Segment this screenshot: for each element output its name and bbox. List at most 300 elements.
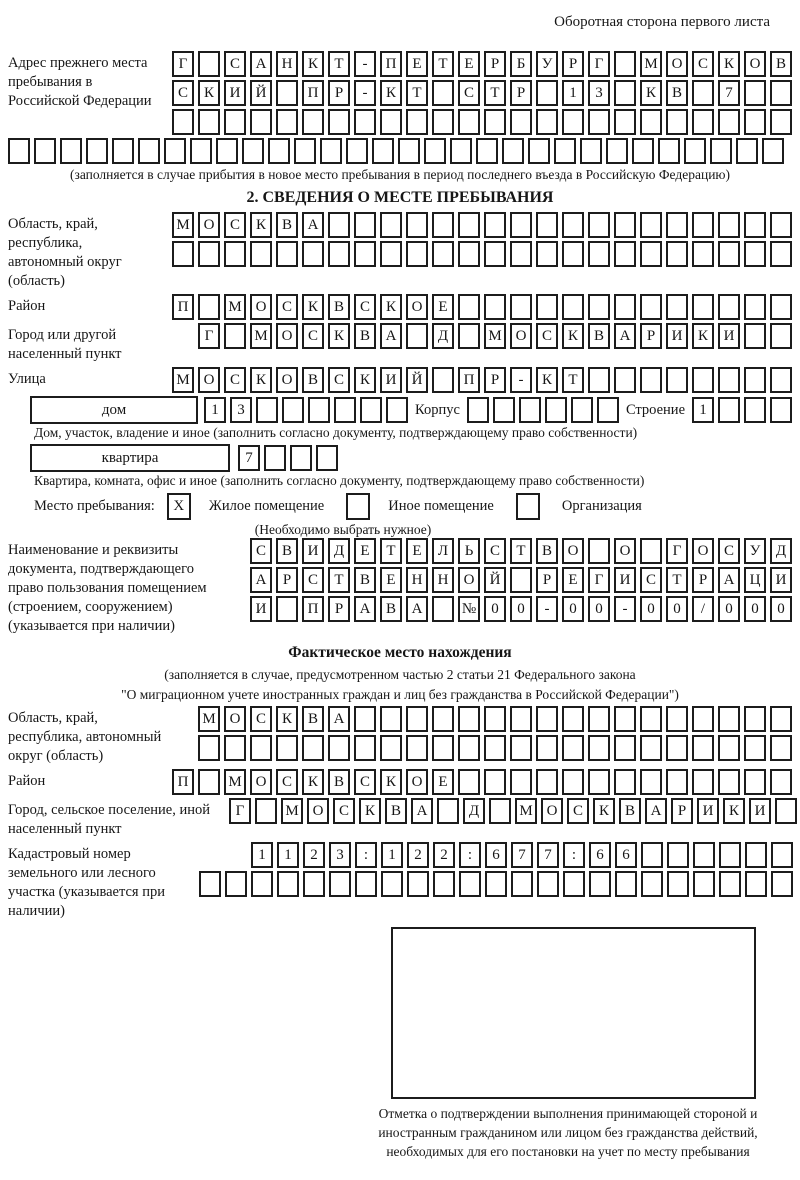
char-cell	[380, 706, 402, 732]
cell-row	[172, 51, 792, 77]
char-cell: О	[614, 538, 636, 564]
char-cell	[510, 769, 532, 795]
char-cell	[692, 241, 714, 267]
char-cell: 1	[251, 842, 273, 868]
char-cell	[276, 241, 298, 267]
char-cell	[458, 294, 480, 320]
char-cell: А	[614, 323, 636, 349]
char-cell: Е	[432, 769, 454, 795]
char-cell: М	[198, 706, 220, 732]
char-cell: У	[536, 51, 558, 77]
char-cell	[745, 842, 767, 868]
cadastre-cellrows	[199, 842, 793, 897]
char-cell	[536, 706, 558, 732]
char-cell: Г	[588, 567, 610, 593]
char-cell: М	[224, 769, 246, 795]
char-cell	[406, 735, 428, 761]
char-cell: 0	[484, 596, 506, 622]
char-cell: С	[484, 538, 506, 564]
char-cell	[718, 397, 740, 423]
char-cell: О	[276, 323, 298, 349]
char-cell: -	[510, 367, 532, 393]
char-cell: И	[770, 567, 792, 593]
char-cell	[489, 798, 511, 824]
char-cell: 7	[718, 80, 740, 106]
char-cell	[762, 138, 784, 164]
char-cell	[666, 367, 688, 393]
char-cell	[614, 80, 636, 106]
char-cell: В	[302, 367, 324, 393]
cell-row	[199, 871, 793, 897]
char-cell	[276, 80, 298, 106]
char-cell: 1	[381, 842, 403, 868]
char-cell: С	[567, 798, 589, 824]
char-cell	[562, 735, 584, 761]
char-cell: №	[458, 596, 480, 622]
char-cell: А	[406, 596, 428, 622]
char-cell	[554, 138, 576, 164]
char-cell: 6	[589, 842, 611, 868]
char-cell	[770, 212, 792, 238]
char-cell: К	[593, 798, 615, 824]
char-cell	[224, 109, 246, 135]
char-cell: 6	[615, 842, 637, 868]
char-cell	[640, 367, 662, 393]
char-cell	[770, 241, 792, 267]
char-cell	[744, 323, 766, 349]
page-corner-note: Оборотная сторона первого листа	[554, 14, 770, 30]
actual-region-label: Область, край, республика, автономный округ (область)	[8, 710, 162, 764]
prev-address-label: Адрес прежнего места пребывания в Российской Федерации	[8, 55, 152, 109]
char-cell	[250, 735, 272, 761]
char-cell: Р	[484, 367, 506, 393]
char-cell	[198, 735, 220, 761]
cell-row	[198, 706, 792, 732]
char-cell: М	[224, 294, 246, 320]
char-cell	[536, 735, 558, 761]
char-cell: М	[172, 212, 194, 238]
char-cell: К	[380, 769, 402, 795]
char-cell	[458, 212, 480, 238]
char-cell: Т	[380, 538, 402, 564]
char-cell	[536, 109, 558, 135]
char-cell: Т	[510, 538, 532, 564]
char-cell: К	[718, 51, 740, 77]
char-cell	[719, 842, 741, 868]
char-cell	[632, 138, 654, 164]
char-cell	[614, 294, 636, 320]
char-cell	[536, 294, 558, 320]
char-cell	[562, 212, 584, 238]
char-cell	[432, 596, 454, 622]
char-cell: Р	[562, 51, 584, 77]
checkbox-residential: X	[167, 493, 191, 520]
char-cell	[276, 735, 298, 761]
house-type-box: дом	[30, 396, 198, 424]
char-cell	[692, 769, 714, 795]
char-cell	[744, 109, 766, 135]
char-cell	[225, 871, 247, 897]
char-cell: К	[250, 367, 272, 393]
char-cell	[432, 241, 454, 267]
char-cell	[684, 138, 706, 164]
char-cell	[770, 706, 792, 732]
district-cellrows	[172, 294, 792, 320]
char-cell	[692, 109, 714, 135]
char-cell	[432, 80, 454, 106]
char-cell	[458, 706, 480, 732]
char-cell: С	[354, 769, 376, 795]
char-cell	[360, 397, 382, 423]
field-title-document	[8, 538, 792, 636]
char-cell: 1	[277, 842, 299, 868]
char-cell	[510, 735, 532, 761]
char-cell	[406, 109, 428, 135]
char-cell: А	[328, 706, 350, 732]
char-cell	[424, 138, 446, 164]
char-cell	[588, 241, 610, 267]
cell-row	[251, 842, 793, 868]
char-cell	[329, 871, 351, 897]
char-cell: 3	[230, 397, 252, 423]
char-cell	[588, 294, 610, 320]
char-cell	[562, 294, 584, 320]
char-cell	[528, 138, 550, 164]
actual-district-cellrows	[172, 769, 792, 795]
char-cell	[692, 212, 714, 238]
char-cell: 1	[204, 397, 226, 423]
char-cell	[510, 294, 532, 320]
char-cell: И	[697, 798, 719, 824]
char-cell	[355, 871, 377, 897]
char-cell: П	[302, 80, 324, 106]
char-cell: С	[250, 706, 272, 732]
char-cell: С	[328, 367, 350, 393]
cell-row	[172, 212, 792, 238]
char-cell	[718, 367, 740, 393]
title-document-label: Наименование и реквизиты документа, подтверждающего право пользования помещением (строением, сооружением) (указывается при наличии)	[8, 542, 207, 634]
char-cell	[588, 538, 610, 564]
char-cell	[562, 241, 584, 267]
checkbox-organization	[516, 493, 540, 520]
char-cell: М	[172, 367, 194, 393]
cadastre-label: Кадастровый номер земельного или лесного участка (указывается при наличии)	[8, 846, 165, 919]
char-cell	[354, 241, 376, 267]
char-cell: В	[354, 323, 376, 349]
char-cell: С	[718, 538, 740, 564]
char-cell	[198, 241, 220, 267]
char-cell: С	[172, 80, 194, 106]
char-cell: 0	[744, 596, 766, 622]
cell-row	[250, 538, 792, 564]
char-cell	[562, 706, 584, 732]
char-cell: С	[640, 567, 662, 593]
char-cell	[255, 798, 277, 824]
char-cell: Г	[198, 323, 220, 349]
title-document-cellrows	[250, 538, 792, 622]
char-cell	[745, 871, 767, 897]
char-cell	[614, 109, 636, 135]
char-cell	[458, 241, 480, 267]
char-cell	[692, 706, 714, 732]
char-cell: В	[276, 538, 298, 564]
char-cell	[354, 706, 376, 732]
field-city	[8, 323, 792, 364]
char-cell	[770, 80, 792, 106]
char-cell	[502, 138, 524, 164]
char-cell	[640, 538, 662, 564]
char-cell: И	[224, 80, 246, 106]
char-cell: К	[640, 80, 662, 106]
char-cell: 2	[407, 842, 429, 868]
char-cell	[519, 397, 541, 423]
char-cell	[614, 212, 636, 238]
char-cell: О	[307, 798, 329, 824]
char-cell	[718, 241, 740, 267]
char-cell: У	[744, 538, 766, 564]
char-cell	[744, 367, 766, 393]
district-label: Район	[8, 298, 46, 314]
char-cell: О	[406, 294, 428, 320]
char-cell	[172, 109, 194, 135]
char-cell: С	[224, 51, 246, 77]
stamp-caption: Отметка о подтверждении выполнения принимающей стороной и иностранным гражданином или лицом без гражданства действий, необходимых для его постановки на учет по месту пребывания	[378, 1106, 758, 1159]
char-cell	[744, 769, 766, 795]
option-organization-label: Организация	[561, 498, 642, 514]
char-cell: В	[328, 294, 350, 320]
char-cell: П	[302, 596, 324, 622]
char-cell	[276, 109, 298, 135]
char-cell	[484, 294, 506, 320]
char-cell	[666, 212, 688, 238]
char-cell	[251, 871, 273, 897]
char-cell	[744, 294, 766, 320]
char-cell	[334, 397, 356, 423]
char-cell: К	[692, 323, 714, 349]
char-cell: Е	[406, 51, 428, 77]
char-cell	[386, 397, 408, 423]
char-cell: Р	[510, 80, 532, 106]
char-cell: К	[380, 294, 402, 320]
city-cellrows	[198, 323, 792, 349]
cell-row	[172, 367, 792, 393]
char-cell: Т	[406, 80, 428, 106]
char-cell	[198, 294, 220, 320]
house-note: Дом, участок, владение и иное (заполнить согласно документу, подтверждающему право собственности)	[34, 425, 638, 440]
char-cell	[718, 706, 740, 732]
char-cell: А	[250, 51, 272, 77]
char-cell: О	[198, 212, 220, 238]
char-cell	[86, 138, 108, 164]
char-cell: /	[692, 596, 714, 622]
char-cell	[380, 241, 402, 267]
char-cell	[406, 706, 428, 732]
char-cell: С	[302, 567, 324, 593]
char-cell: В	[385, 798, 407, 824]
char-cell	[302, 241, 324, 267]
char-cell: С	[333, 798, 355, 824]
char-cell	[458, 109, 480, 135]
char-cell: С	[692, 51, 714, 77]
char-cell: 3	[329, 842, 351, 868]
char-cell: -	[354, 80, 376, 106]
char-cell	[770, 323, 792, 349]
char-cell	[510, 706, 532, 732]
cell-row	[172, 109, 792, 135]
char-cell: О	[744, 51, 766, 77]
char-cell: Ц	[744, 567, 766, 593]
char-cell	[641, 842, 663, 868]
char-cell: В	[354, 567, 376, 593]
char-cell: О	[510, 323, 532, 349]
char-cell: 0	[666, 596, 688, 622]
field-street	[8, 367, 792, 393]
char-cell: Е	[432, 294, 454, 320]
char-cell	[381, 871, 403, 897]
char-cell	[614, 769, 636, 795]
char-cell	[536, 241, 558, 267]
char-cell	[588, 367, 610, 393]
field-prev-address	[8, 51, 792, 135]
char-cell: Д	[770, 538, 792, 564]
char-cell: А	[645, 798, 667, 824]
char-cell	[718, 109, 740, 135]
char-cell: К	[354, 367, 376, 393]
field-district	[8, 294, 792, 320]
korpus-label: Корпус	[415, 401, 460, 418]
char-cell	[536, 769, 558, 795]
char-cell	[138, 138, 160, 164]
char-cell: А	[380, 323, 402, 349]
char-cell	[290, 445, 312, 471]
char-cell	[224, 323, 246, 349]
char-cell: 3	[588, 80, 610, 106]
char-cell	[380, 212, 402, 238]
char-cell: 7	[511, 842, 533, 868]
char-cell	[641, 871, 663, 897]
char-cell: Т	[432, 51, 454, 77]
char-cell	[692, 80, 714, 106]
char-cell: С	[458, 80, 480, 106]
char-cell: А	[354, 596, 376, 622]
option-residential-label: Жилое помещение	[208, 498, 325, 514]
char-cell: 1	[692, 397, 714, 423]
char-cell: В	[380, 596, 402, 622]
actual-location-note-line2: "О миграционном учете иностранных граждан и лиц без гражданства в Российской Федерации")	[121, 687, 679, 702]
char-cell	[282, 397, 304, 423]
char-cell	[224, 241, 246, 267]
char-cell: А	[411, 798, 433, 824]
char-cell	[276, 596, 298, 622]
char-cell: В	[770, 51, 792, 77]
char-cell	[736, 138, 758, 164]
char-cell: О	[224, 706, 246, 732]
char-cell	[484, 706, 506, 732]
char-cell: И	[614, 567, 636, 593]
char-cell	[588, 706, 610, 732]
char-cell: Р	[276, 567, 298, 593]
char-cell	[771, 871, 793, 897]
cell-row	[172, 80, 792, 106]
option-other-premises-label: Иное помещение	[388, 498, 494, 514]
char-cell	[328, 241, 350, 267]
char-cell: 0	[510, 596, 532, 622]
char-cell	[437, 798, 459, 824]
char-cell	[372, 138, 394, 164]
char-cell	[536, 80, 558, 106]
char-cell	[640, 735, 662, 761]
char-cell	[346, 138, 368, 164]
char-cell	[303, 871, 325, 897]
char-cell: В	[536, 538, 558, 564]
char-cell: Д	[328, 538, 350, 564]
char-cell	[328, 212, 350, 238]
actual-district-label: Район	[8, 773, 46, 789]
char-cell: С	[302, 323, 324, 349]
cell-row	[250, 596, 792, 622]
char-cell: М	[640, 51, 662, 77]
char-cell	[264, 445, 286, 471]
char-cell: :	[459, 842, 481, 868]
cell-row	[172, 241, 792, 267]
char-cell	[190, 138, 212, 164]
char-cell	[354, 109, 376, 135]
char-cell	[640, 109, 662, 135]
char-cell	[693, 871, 715, 897]
char-cell	[476, 138, 498, 164]
char-cell: К	[302, 294, 324, 320]
char-cell: Г	[172, 51, 194, 77]
char-cell	[433, 871, 455, 897]
char-cell: К	[198, 80, 220, 106]
cell-row	[229, 798, 797, 824]
cell-row	[172, 769, 792, 795]
char-cell	[354, 735, 376, 761]
char-cell	[510, 567, 532, 593]
char-cell: Т	[666, 567, 688, 593]
char-cell: А	[250, 567, 272, 593]
char-cell	[380, 109, 402, 135]
street-cellrows	[172, 367, 792, 393]
char-cell	[432, 109, 454, 135]
char-cell	[320, 138, 342, 164]
house-row	[30, 396, 792, 424]
char-cell	[666, 241, 688, 267]
char-cell: И	[749, 798, 771, 824]
char-cell	[710, 138, 732, 164]
char-cell: О	[406, 769, 428, 795]
char-cell	[744, 735, 766, 761]
char-cell	[354, 212, 376, 238]
char-cell: -	[354, 51, 376, 77]
char-cell	[614, 706, 636, 732]
char-cell: К	[302, 769, 324, 795]
char-cell: Т	[328, 51, 350, 77]
section2-title: 2. СВЕДЕНИЯ О МЕСТЕ ПРЕБЫВАНИЯ	[246, 189, 554, 206]
char-cell	[770, 109, 792, 135]
char-cell: С	[276, 769, 298, 795]
stay-type-label: Место пребывания:	[34, 498, 155, 514]
char-cell: К	[380, 80, 402, 106]
char-cell	[744, 80, 766, 106]
field-actual-region	[8, 706, 792, 766]
char-cell: -	[614, 596, 636, 622]
char-cell: О	[250, 769, 272, 795]
char-cell: С	[250, 538, 272, 564]
char-cell	[614, 367, 636, 393]
char-cell: И	[666, 323, 688, 349]
char-cell	[718, 294, 740, 320]
